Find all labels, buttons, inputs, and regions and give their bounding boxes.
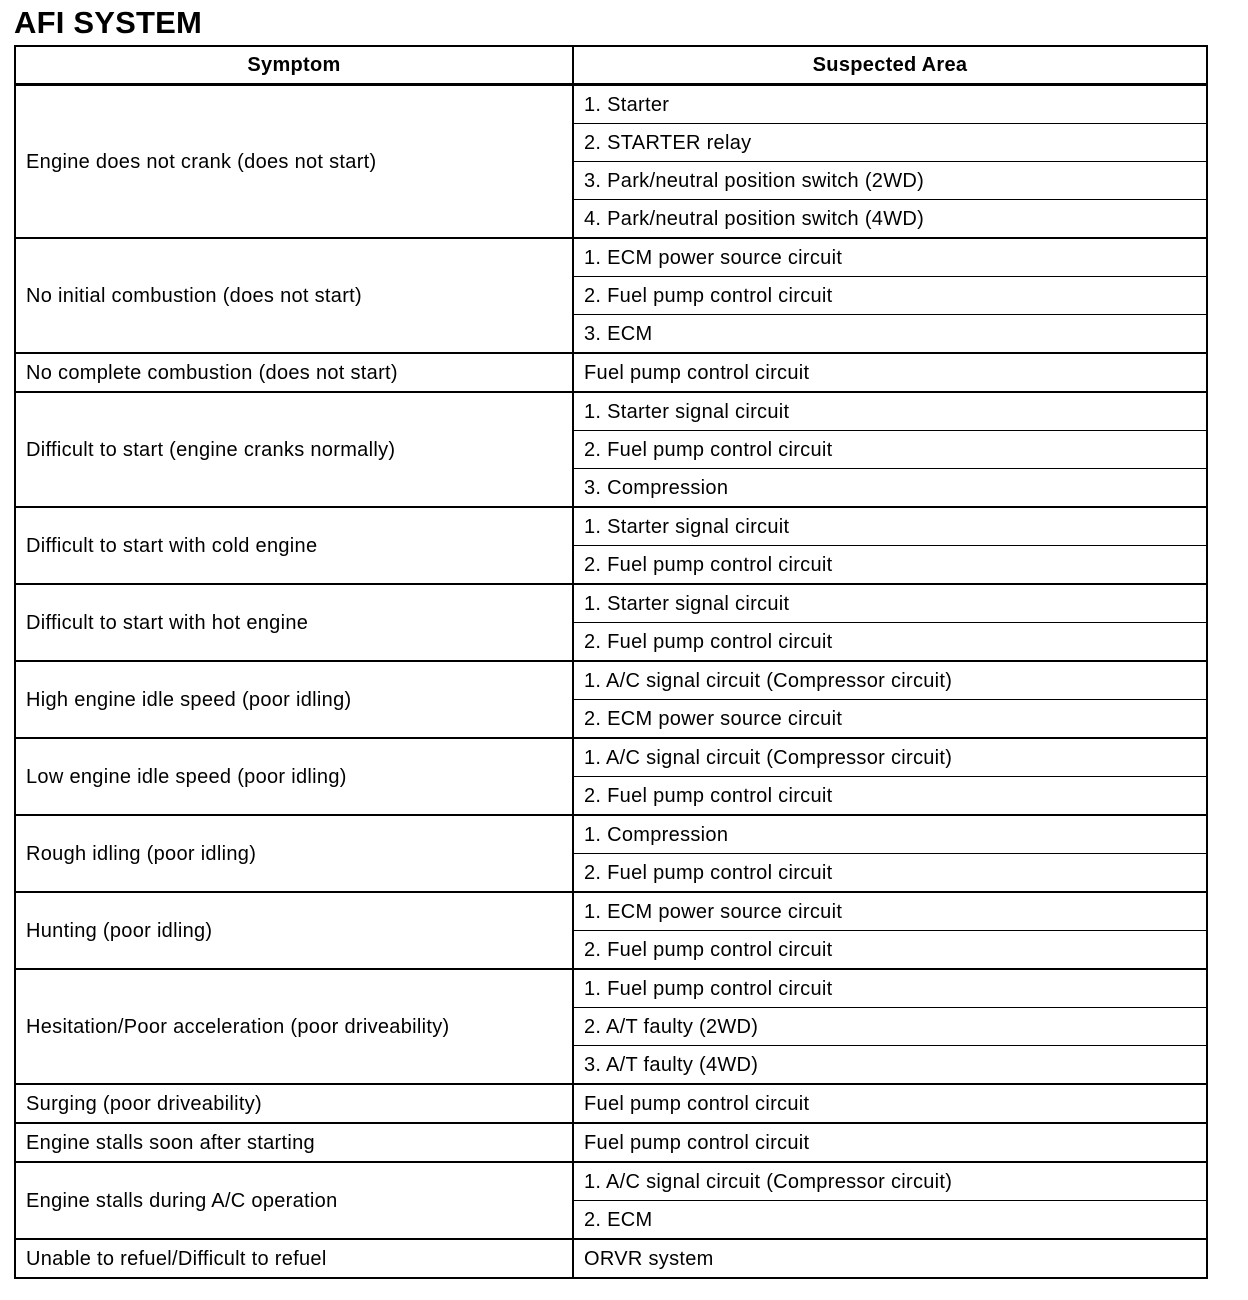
- symptom-cell: Engine stalls during A/C operation: [15, 1162, 573, 1239]
- symptom-cell: Unable to refuel/Difficult to refuel: [15, 1239, 573, 1278]
- table-body: [15, 85, 1207, 1279]
- suspected-area-cell: 3. Compression: [573, 469, 1207, 508]
- suspected-area-cell: 2. Fuel pump control circuit: [573, 854, 1207, 893]
- suspected-area-cell: 2. Fuel pump control circuit: [573, 277, 1207, 315]
- suspected-area-cell: ORVR system: [573, 1239, 1207, 1278]
- table-row: [15, 1084, 1207, 1123]
- suspected-area-cell: Fuel pump control circuit: [573, 353, 1207, 392]
- table-header-row: [15, 46, 1207, 85]
- suspected-area-cell: 2. ECM power source circuit: [573, 700, 1207, 739]
- symptom-cell: Engine stalls soon after starting: [15, 1123, 573, 1162]
- column-header-symptom: Symptom: [15, 46, 573, 85]
- symptom-cell: Surging (poor driveability): [15, 1084, 573, 1123]
- suspected-area-cell: 1. Starter signal circuit: [573, 392, 1207, 431]
- symptom-cell: Low engine idle speed (poor idling): [15, 738, 573, 815]
- symptom-cell: High engine idle speed (poor idling): [15, 661, 573, 738]
- table-row: [15, 238, 1207, 277]
- suspected-area-cell: 2. STARTER relay: [573, 124, 1207, 162]
- table-row: [15, 815, 1207, 854]
- table-row: [15, 353, 1207, 392]
- suspected-area-cell: 2. Fuel pump control circuit: [573, 431, 1207, 469]
- suspected-area-cell: 1. A/C signal circuit (Compressor circuit): [573, 738, 1207, 777]
- suspected-area-cell: 1. Starter signal circuit: [573, 507, 1207, 546]
- suspected-area-cell: 3. A/T faulty (4WD): [573, 1046, 1207, 1085]
- table-row: [15, 738, 1207, 777]
- suspected-area-cell: Fuel pump control circuit: [573, 1123, 1207, 1162]
- suspected-area-cell: 1. Fuel pump control circuit: [573, 969, 1207, 1008]
- suspected-area-cell: 2. Fuel pump control circuit: [573, 546, 1207, 585]
- suspected-area-cell: 2. Fuel pump control circuit: [573, 931, 1207, 970]
- table-row: [15, 507, 1207, 546]
- table-row: [15, 892, 1207, 931]
- suspected-area-cell: 4. Park/neutral position switch (4WD): [573, 200, 1207, 239]
- suspected-area-cell: 2. A/T faulty (2WD): [573, 1008, 1207, 1046]
- suspected-area-cell: 3. ECM: [573, 315, 1207, 354]
- suspected-area-cell: 1. A/C signal circuit (Compressor circuit): [573, 661, 1207, 700]
- table-row: [15, 1123, 1207, 1162]
- table-row: [15, 584, 1207, 623]
- symptom-cell: Difficult to start with cold engine: [15, 507, 573, 584]
- suspected-area-cell: 1. Starter: [573, 85, 1207, 124]
- table-row: [15, 1162, 1207, 1201]
- page-title: AFI SYSTEM: [14, 5, 203, 40]
- suspected-area-cell: 1. Starter signal circuit: [573, 584, 1207, 623]
- suspected-area-cell: 1. A/C signal circuit (Compressor circuit): [573, 1162, 1207, 1201]
- table-row: [15, 85, 1207, 124]
- table-row: [15, 1239, 1207, 1278]
- suspected-area-cell: Fuel pump control circuit: [573, 1084, 1207, 1123]
- column-header-suspected-area: Suspected Area: [573, 46, 1207, 85]
- symptom-cell: No complete combustion (does not start): [15, 353, 573, 392]
- symptom-cell: Hunting (poor idling): [15, 892, 573, 969]
- suspected-area-cell: 2. Fuel pump control circuit: [573, 777, 1207, 816]
- symptom-cell: Hesitation/Poor acceleration (poor driveability): [15, 969, 573, 1084]
- symptom-cell: No initial combustion (does not start): [15, 238, 573, 353]
- symptom-cell: Difficult to start with hot engine: [15, 584, 573, 661]
- table-row: [15, 661, 1207, 700]
- symptom-table: [14, 45, 1208, 1279]
- symptom-cell: Engine does not crank (does not start): [15, 85, 573, 239]
- suspected-area-cell: 1. Compression: [573, 815, 1207, 854]
- suspected-area-cell: 2. Fuel pump control circuit: [573, 623, 1207, 662]
- suspected-area-cell: 1. ECM power source circuit: [573, 892, 1207, 931]
- suspected-area-cell: 3. Park/neutral position switch (2WD): [573, 162, 1207, 200]
- symptom-cell: Rough idling (poor idling): [15, 815, 573, 892]
- table-row: [15, 392, 1207, 431]
- symptom-cell: Difficult to start (engine cranks normally): [15, 392, 573, 507]
- suspected-area-cell: 2. ECM: [573, 1201, 1207, 1240]
- suspected-area-cell: 1. ECM power source circuit: [573, 238, 1207, 277]
- table-row: [15, 969, 1207, 1008]
